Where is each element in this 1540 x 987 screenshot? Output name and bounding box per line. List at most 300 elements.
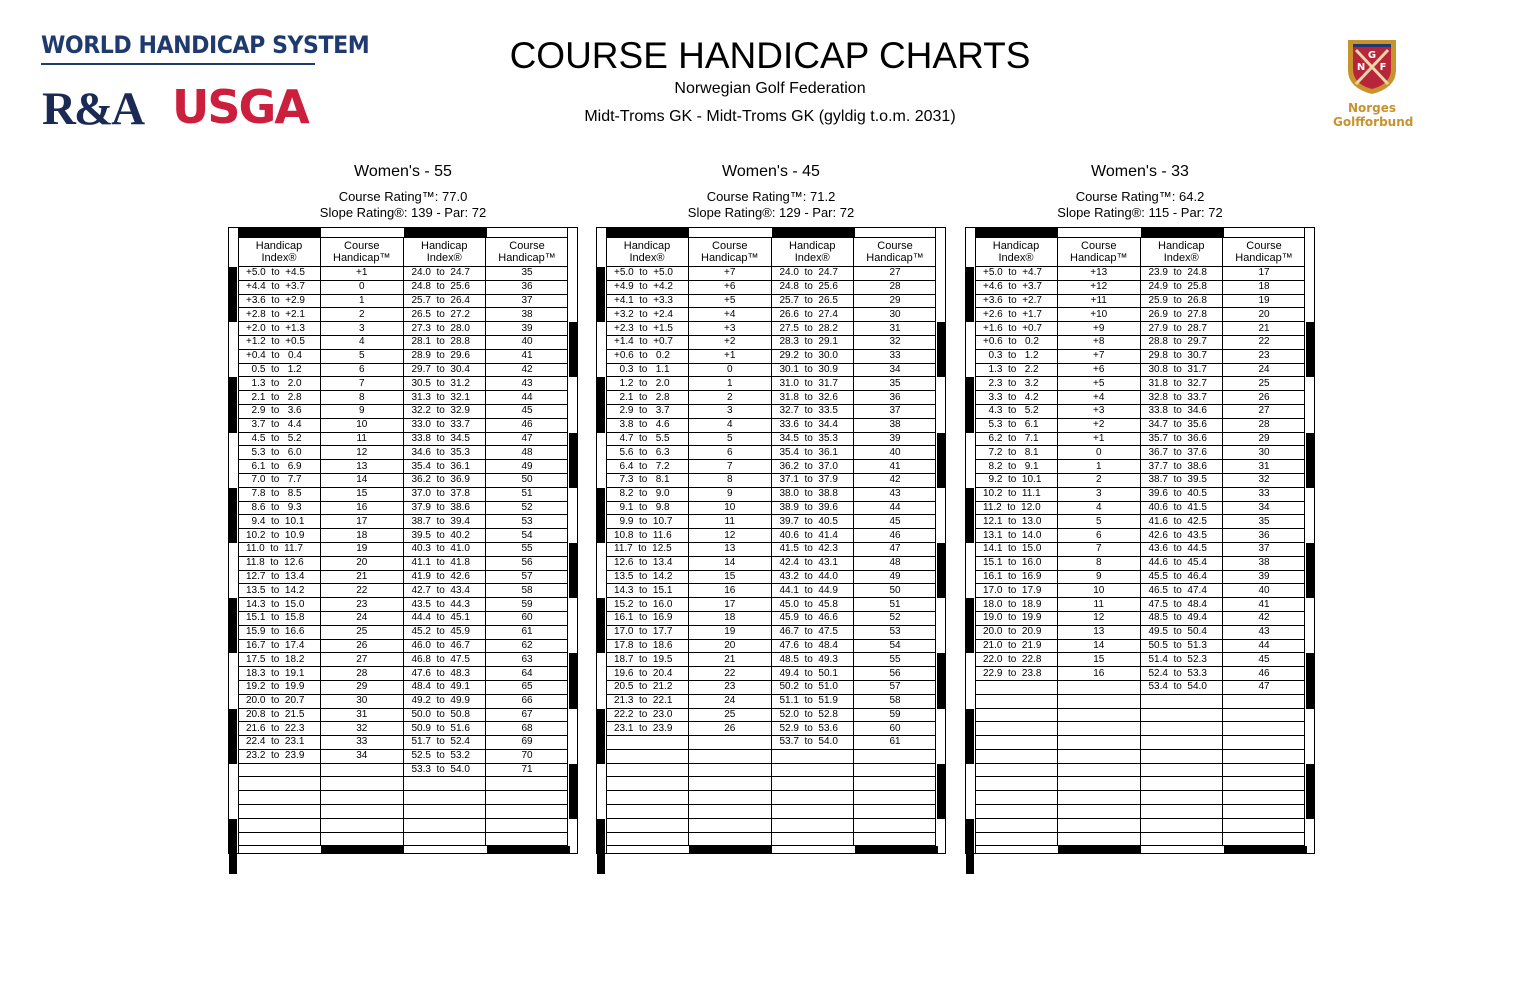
course-handicap-cell: 11: [689, 515, 772, 529]
handicap-index-cell: 33.8 to 34.5: [403, 432, 486, 446]
handicap-index-cell: 18.7 to 19.5: [606, 653, 689, 667]
table-row: [975, 487, 1305, 501]
table-row: [238, 708, 568, 722]
table-row: [238, 363, 568, 377]
course-handicap-cell: 29: [854, 294, 937, 308]
handicap-index-cell: 46.0 to 46.7: [403, 639, 486, 653]
edge-marker: [229, 488, 237, 543]
course-handicap-header: [1223, 238, 1306, 267]
handicap-index-cell: 7.2 to 8.1: [975, 446, 1058, 460]
handicap-index-cell: 11.7 to 12.5: [606, 542, 689, 556]
course-handicap-cell: [1223, 763, 1306, 777]
table-row: [975, 556, 1305, 570]
handicap-index-cell: 40.6 to 41.5: [1140, 501, 1223, 515]
handicap-index-cell: 21.6 to 22.3: [238, 722, 321, 736]
course-handicap-cell: +3: [689, 322, 772, 336]
course-handicap-cell: 43: [486, 377, 569, 391]
panel-header: [227, 163, 579, 221]
edge-marker: [569, 653, 577, 708]
ngf-logo-text-2: Golfforbund: [1333, 115, 1414, 129]
handicap-index-cell: [771, 805, 854, 819]
course-handicap-cell: 49: [486, 460, 569, 474]
course-handicap-cell: 37: [854, 404, 937, 418]
edge-marker: [937, 433, 945, 488]
course-handicap-cell: 68: [486, 722, 569, 736]
handicap-index-cell: [606, 832, 689, 846]
table-row: [975, 363, 1305, 377]
header-line-1: Course: [1081, 240, 1117, 252]
whs-logo-text: WORLD HANDICAP SYSTEM: [41, 31, 370, 59]
course-handicap-cell: 65: [486, 680, 569, 694]
course-handicap-cell: 56: [486, 556, 569, 570]
course-handicap-cell: 61: [486, 625, 569, 639]
course-handicap-cell: 32: [1223, 473, 1306, 487]
course-handicap-cell: [321, 805, 404, 819]
course-handicap-cell: 2: [1058, 473, 1141, 487]
course-handicap-cell: 52: [854, 611, 937, 625]
panel-header: [595, 163, 947, 221]
course-handicap-cell: 45: [1223, 653, 1306, 667]
handicap-index-cell: 34.5 to 35.3: [771, 432, 854, 446]
table-row: [606, 335, 936, 349]
handicap-index-cell: 45.2 to 45.9: [403, 625, 486, 639]
bar-segment: [1058, 846, 1141, 853]
header-line-1: Handicap: [992, 240, 1040, 252]
edge-marker: [597, 598, 605, 653]
table-row: [975, 501, 1305, 515]
table-row: [606, 763, 936, 777]
course-handicap-cell: 47: [1223, 680, 1306, 694]
handicap-index-cell: 27.5 to 28.2: [771, 322, 854, 336]
handicap-index-cell: [975, 818, 1058, 832]
course-handicap-cell: [486, 818, 569, 832]
course-handicap-cell: 31: [1223, 460, 1306, 474]
table-row: [975, 322, 1305, 336]
course-handicap-cell: 1: [321, 294, 404, 308]
course-handicap-cell: 34: [321, 749, 404, 763]
handicap-index-cell: 42.6 to 43.5: [1140, 529, 1223, 543]
table-row: [238, 487, 568, 501]
course-handicap-cell: 38: [486, 308, 569, 322]
handicap-index-cell: [975, 694, 1058, 708]
course-handicap-cell: 0: [689, 363, 772, 377]
handicap-index-cell: 24.8 to 25.6: [403, 280, 486, 294]
handicap-index-cell: 2.1 to 2.8: [238, 391, 321, 405]
handicap-index-cell: 48.5 to 49.3: [771, 653, 854, 667]
table-row: [975, 749, 1305, 763]
table-top-bar: [606, 228, 936, 238]
handicap-index-cell: 16.1 to 16.9: [606, 611, 689, 625]
table-row: [975, 570, 1305, 584]
course-handicap-cell: 7: [1058, 542, 1141, 556]
bar-segment: [404, 228, 487, 237]
course-handicap-cell: [689, 777, 772, 791]
course-handicap-cell: [1058, 749, 1141, 763]
handicap-index-header: [606, 238, 689, 267]
course-handicap-cell: [689, 791, 772, 805]
course-handicap-cell: 20: [1223, 308, 1306, 322]
handicap-index-cell: +0.6 to 0.2: [606, 349, 689, 363]
handicap-index-cell: 0.3 to 1.1: [606, 363, 689, 377]
table-row: [975, 653, 1305, 667]
course-handicap-cell: [486, 805, 569, 819]
course-handicap-cell: 48: [486, 446, 569, 460]
table-row: [975, 611, 1305, 625]
course-handicap-cell: [854, 777, 937, 791]
handicap-index-cell: 53.7 to 54.0: [771, 736, 854, 750]
edge-marker: [937, 322, 945, 377]
course-handicap-cell: [854, 749, 937, 763]
handicap-index-cell: +0.6 to 0.2: [975, 335, 1058, 349]
course-handicap-cell: 33: [321, 736, 404, 750]
header-line-1: Handicap: [789, 240, 836, 252]
edge-marker: [1306, 322, 1314, 377]
handicap-index-cell: 42.4 to 43.1: [771, 556, 854, 570]
chart-table: [975, 238, 1305, 846]
header-row: [975, 238, 1305, 267]
course-handicap-cell: 45: [486, 404, 569, 418]
course-handicap-cell: [689, 805, 772, 819]
course-handicap-cell: 13: [689, 542, 772, 556]
table-row: [238, 460, 568, 474]
handicap-index-cell: [975, 680, 1058, 694]
handicap-index-cell: 22.9 to 23.8: [975, 667, 1058, 681]
table-row: [606, 377, 936, 391]
handicap-index-cell: +2.0 to +1.3: [238, 322, 321, 336]
handicap-index-cell: [1140, 791, 1223, 805]
handicap-index-cell: [238, 777, 321, 791]
course-handicap-cell: +1: [321, 267, 404, 281]
table-row: [975, 777, 1305, 791]
course-handicap-cell: [1223, 805, 1306, 819]
handicap-index-cell: 39.7 to 40.5: [771, 515, 854, 529]
handicap-index-cell: 0.5 to 1.2: [238, 363, 321, 377]
handicap-index-cell: 49.4 to 50.1: [771, 667, 854, 681]
course-handicap-cell: 1: [1058, 460, 1141, 474]
course-handicap-cell: +2: [1058, 418, 1141, 432]
course-handicap-cell: 6: [1058, 529, 1141, 543]
handicap-index-cell: 37.7 to 38.6: [1140, 460, 1223, 474]
slope-rating: Slope Rating®: 139 - Par: 72: [319, 205, 487, 220]
table-row: [238, 818, 568, 832]
course-handicap-cell: [854, 763, 937, 777]
table-row: [606, 694, 936, 708]
handicap-index-cell: 11.2 to 12.0: [975, 501, 1058, 515]
handicap-table: [596, 227, 946, 854]
edge-marker: [569, 322, 577, 377]
handicap-index-cell: 24.0 to 24.7: [771, 267, 854, 281]
table-row: [606, 736, 936, 750]
handicap-index-cell: [1140, 749, 1223, 763]
course-handicap-cell: 0: [321, 280, 404, 294]
course-handicap-cell: +2: [689, 335, 772, 349]
course-handicap-cell: [1058, 722, 1141, 736]
edge-marker: [966, 598, 974, 653]
course-handicap-cell: [1058, 694, 1141, 708]
edge-marker: [937, 764, 945, 819]
edge-marker: [1306, 433, 1314, 488]
table-row: [238, 777, 568, 791]
course-handicap-cell: [1058, 832, 1141, 846]
handicap-index-cell: 8.2 to 9.1: [975, 460, 1058, 474]
course-handicap-cell: 55: [854, 653, 937, 667]
course-handicap-cell: +11: [1058, 294, 1141, 308]
course-handicap-cell: 16: [1058, 667, 1141, 681]
handicap-index-cell: [606, 736, 689, 750]
course-handicap-cell: 3: [689, 404, 772, 418]
handicap-index-cell: 12.7 to 13.4: [238, 570, 321, 584]
handicap-index-cell: 6.2 to 7.1: [975, 432, 1058, 446]
table-row: [975, 377, 1305, 391]
handicap-index-cell: 26.9 to 27.8: [1140, 308, 1223, 322]
course-handicap-cell: 40: [854, 446, 937, 460]
course-handicap-cell: 3: [321, 322, 404, 336]
handicap-index-cell: 14.3 to 15.0: [238, 598, 321, 612]
handicap-index-cell: +2.8 to +2.1: [238, 308, 321, 322]
course-handicap-cell: 12: [321, 446, 404, 460]
handicap-index-cell: 19.2 to 19.9: [238, 680, 321, 694]
course-handicap-cell: +6: [1058, 363, 1141, 377]
edge-marker: [229, 267, 237, 322]
table-row: [606, 280, 936, 294]
handicap-index-cell: 35.4 to 36.1: [771, 446, 854, 460]
table-row: [606, 487, 936, 501]
handicap-index-cell: [1140, 832, 1223, 846]
table-row: [606, 556, 936, 570]
handicap-index-cell: 27.3 to 28.0: [403, 322, 486, 336]
handicap-index-cell: [1140, 694, 1223, 708]
handicap-index-cell: 36.2 to 37.0: [771, 460, 854, 474]
handicap-index-cell: 44.4 to 45.1: [403, 611, 486, 625]
course-handicap-cell: 28: [1223, 418, 1306, 432]
course-handicap-cell: 16: [321, 501, 404, 515]
course-handicap-cell: 62: [486, 639, 569, 653]
table-row: [606, 598, 936, 612]
course-handicap-cell: 37: [1223, 542, 1306, 556]
handicap-index-cell: 30.8 to 31.7: [1140, 363, 1223, 377]
table-row: [975, 432, 1305, 446]
course-handicap-cell: 7: [689, 460, 772, 474]
table-row: [975, 542, 1305, 556]
course-handicap-cell: 36: [1223, 529, 1306, 543]
panel-header: [964, 163, 1316, 221]
course-handicap-cell: 17: [689, 598, 772, 612]
course-handicap-cell: 23: [321, 598, 404, 612]
course-handicap-cell: 11: [1058, 598, 1141, 612]
handicap-index-cell: 50.2 to 51.0: [771, 680, 854, 694]
handicap-index-cell: 24.8 to 25.6: [771, 280, 854, 294]
federation-name: Norwegian Golf Federation: [674, 80, 866, 97]
handicap-index-cell: 34.6 to 35.3: [403, 446, 486, 460]
table-row: [975, 267, 1305, 281]
table-row: [238, 556, 568, 570]
table-row: [975, 818, 1305, 832]
course-handicap-cell: 47: [854, 542, 937, 556]
course-handicap-cell: [321, 832, 404, 846]
edge-marker: [597, 377, 605, 432]
course-handicap-cell: 15: [689, 570, 772, 584]
table-row: [975, 667, 1305, 681]
course-handicap-cell: [689, 749, 772, 763]
table-row: [238, 763, 568, 777]
handicap-index-cell: 23.9 to 24.8: [1140, 267, 1223, 281]
course-handicap-cell: 63: [486, 653, 569, 667]
table-row: [606, 832, 936, 846]
bar-segment: [321, 846, 404, 853]
handicap-index-cell: [238, 832, 321, 846]
handicap-index-cell: 47.6 to 48.4: [771, 639, 854, 653]
handicap-index-cell: [975, 708, 1058, 722]
table-row: [238, 280, 568, 294]
course-handicap-cell: 42: [486, 363, 569, 377]
table-top-bar: [238, 228, 568, 238]
handicap-index-cell: [606, 791, 689, 805]
course-handicap-cell: 10: [689, 501, 772, 515]
handicap-index-cell: 37.9 to 38.6: [403, 501, 486, 515]
header-line-1: Handicap: [421, 240, 468, 252]
handicap-index-cell: [975, 832, 1058, 846]
table-right-edge: [935, 228, 945, 853]
course-handicap-cell: 55: [486, 542, 569, 556]
course-handicap-cell: 19: [689, 625, 772, 639]
handicap-index-cell: 23.1 to 23.9: [606, 722, 689, 736]
handicap-index-cell: 30.5 to 31.2: [403, 377, 486, 391]
table-row: [238, 598, 568, 612]
course-handicap-cell: 6: [321, 363, 404, 377]
course-handicap-header: [689, 238, 772, 267]
course-handicap-cell: +5: [689, 294, 772, 308]
course-rating: Course Rating™: 77.0: [338, 189, 468, 204]
handicap-index-cell: [403, 777, 486, 791]
handicap-index-cell: 50.5 to 51.3: [1140, 639, 1223, 653]
edge-marker: [1306, 653, 1314, 708]
handicap-index-cell: 28.9 to 29.6: [403, 349, 486, 363]
course-handicap-cell: 3: [1058, 487, 1141, 501]
handicap-index-cell: +0.4 to 0.4: [238, 349, 321, 363]
header-line-1: Course: [509, 240, 545, 252]
course-handicap-cell: [321, 763, 404, 777]
handicap-index-cell: [403, 818, 486, 832]
handicap-index-cell: 17.0 to 17.7: [606, 625, 689, 639]
handicap-index-cell: 32.7 to 33.5: [771, 404, 854, 418]
usga-logo: USGA: [172, 80, 308, 134]
handicap-index-cell: 32.2 to 32.9: [403, 404, 486, 418]
handicap-index-cell: 29.8 to 30.7: [1140, 349, 1223, 363]
course-handicap-cell: 60: [486, 611, 569, 625]
course-handicap-cell: 14: [1058, 639, 1141, 653]
handicap-index-cell: 39.6 to 40.5: [1140, 487, 1223, 501]
handicap-index-cell: 45.5 to 46.4: [1140, 570, 1223, 584]
handicap-index-cell: 9.9 to 10.7: [606, 515, 689, 529]
course-handicap-cell: 0: [1058, 446, 1141, 460]
course-handicap-cell: 13: [1058, 625, 1141, 639]
handicap-index-cell: 1.2 to 2.0: [606, 377, 689, 391]
handicap-index-cell: 7.0 to 7.7: [238, 473, 321, 487]
handicap-index-cell: 17.5 to 18.2: [238, 653, 321, 667]
handicap-index-cell: 3.8 to 4.6: [606, 418, 689, 432]
course-handicap-cell: 2: [321, 308, 404, 322]
bar-segment: [975, 228, 1058, 237]
table-row: [606, 404, 936, 418]
handicap-index-cell: 24.0 to 24.7: [403, 267, 486, 281]
table-row: [238, 322, 568, 336]
table-row: [975, 694, 1305, 708]
handicap-index-cell: 35.4 to 36.1: [403, 460, 486, 474]
handicap-index-cell: [606, 763, 689, 777]
course-handicap-cell: 71: [486, 763, 569, 777]
handicap-index-cell: 28.8 to 29.7: [1140, 335, 1223, 349]
handicap-index-cell: 31.3 to 32.1: [403, 391, 486, 405]
handicap-index-cell: +4.9 to +4.2: [606, 280, 689, 294]
handicap-index-cell: [1140, 777, 1223, 791]
handicap-index-cell: [403, 805, 486, 819]
handicap-index-cell: 38.0 to 38.8: [771, 487, 854, 501]
handicap-index-cell: 29.7 to 30.4: [403, 363, 486, 377]
header-line-2: Handicap™: [1235, 252, 1293, 264]
course-handicap-cell: 59: [486, 598, 569, 612]
course-handicap-cell: 32: [854, 335, 937, 349]
bar-segment: [1224, 846, 1307, 853]
handicap-index-cell: [771, 777, 854, 791]
course-handicap-cell: 39: [854, 432, 937, 446]
header-line-2: Index®: [629, 252, 665, 264]
course-handicap-cell: 33: [854, 349, 937, 363]
table-row: [238, 515, 568, 529]
handicap-index-cell: [975, 722, 1058, 736]
handicap-index-cell: 25.9 to 26.8: [1140, 294, 1223, 308]
handicap-index-cell: 27.9 to 28.7: [1140, 322, 1223, 336]
course-handicap-cell: 36: [486, 280, 569, 294]
table-row: [975, 736, 1305, 750]
course-handicap-cell: 37: [486, 294, 569, 308]
handicap-index-cell: [1140, 722, 1223, 736]
table-row: [606, 515, 936, 529]
handicap-index-cell: 15.2 to 16.0: [606, 598, 689, 612]
table-row: [606, 349, 936, 363]
course-handicap-cell: 54: [854, 639, 937, 653]
course-handicap-cell: [854, 832, 937, 846]
course-handicap-cell: [321, 818, 404, 832]
handicap-index-cell: +3.6 to +2.7: [975, 294, 1058, 308]
table-row: [238, 694, 568, 708]
handicap-index-cell: 4.5 to 5.2: [238, 432, 321, 446]
handicap-index-cell: 31.8 to 32.6: [771, 391, 854, 405]
edge-marker: [569, 543, 577, 598]
course-handicap-cell: [1058, 805, 1141, 819]
handicap-index-cell: 20.8 to 21.5: [238, 708, 321, 722]
handicap-index-cell: 32.8 to 33.7: [1140, 391, 1223, 405]
handicap-index-cell: 34.7 to 35.6: [1140, 418, 1223, 432]
course-handicap-cell: [1058, 708, 1141, 722]
course-handicap-cell: [689, 818, 772, 832]
edge-marker: [229, 709, 237, 764]
handicap-index-cell: 51.1 to 51.9: [771, 694, 854, 708]
handicap-index-cell: [238, 791, 321, 805]
svg-text:N: N: [1356, 62, 1366, 73]
handicap-index-cell: [238, 805, 321, 819]
handicap-index-cell: 39.5 to 40.2: [403, 529, 486, 543]
course-handicap-cell: 8: [321, 391, 404, 405]
handicap-index-cell: 22.4 to 23.1: [238, 736, 321, 750]
course-handicap-cell: 22: [321, 584, 404, 598]
handicap-index-cell: 31.8 to 32.7: [1140, 377, 1223, 391]
handicap-index-cell: 36.7 to 37.6: [1140, 446, 1223, 460]
handicap-index-cell: +1.6 to +0.7: [975, 322, 1058, 336]
course-handicap-cell: 34: [854, 363, 937, 377]
handicap-index-cell: [606, 777, 689, 791]
course-handicap-cell: [1223, 777, 1306, 791]
bar-segment: [689, 846, 772, 853]
